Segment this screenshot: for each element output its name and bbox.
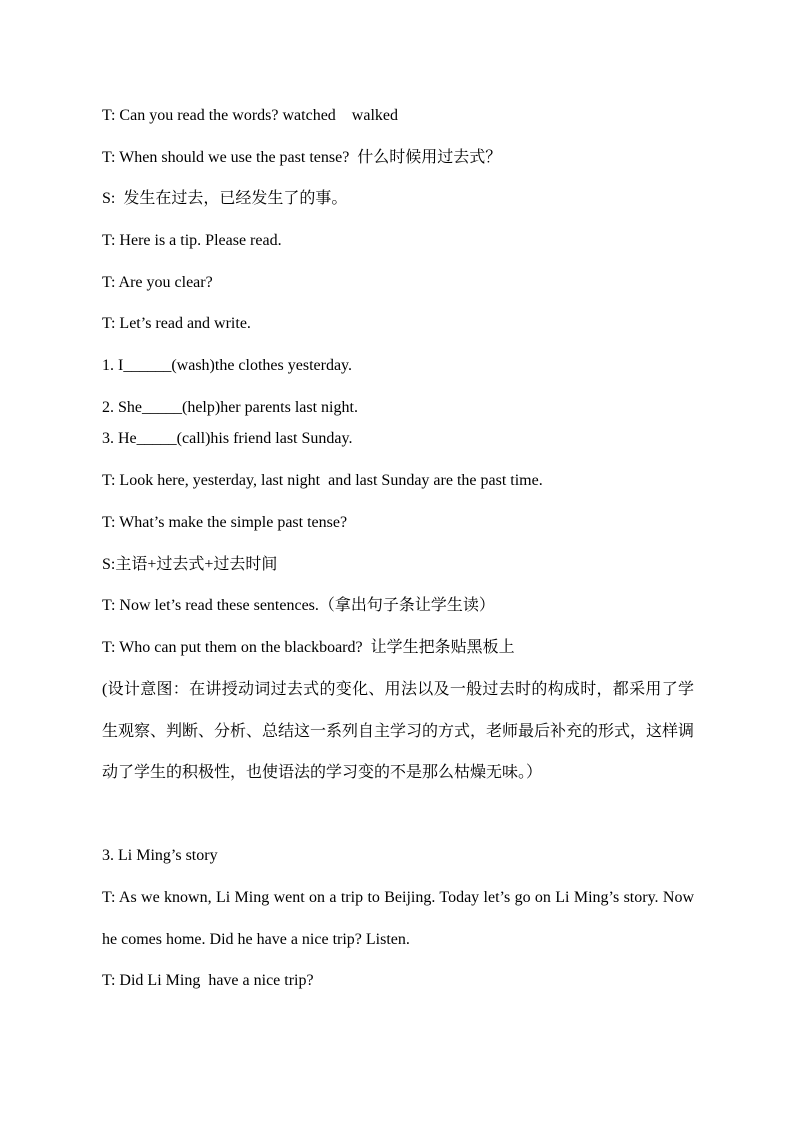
dialogue-line: T: What’s make the simple past tense? bbox=[102, 514, 348, 531]
dialogue-line: T: Who can put them on the blackboard? 让学生把条贴黑板上 bbox=[102, 639, 515, 656]
dialogue-line: S:主语+过去式+过去时间 bbox=[102, 556, 278, 573]
section-title: 3. Li Ming’s story bbox=[102, 847, 218, 864]
dialogue-line: T: Let’s read and write. bbox=[102, 315, 251, 332]
dialogue-line: T: Are you clear? bbox=[102, 274, 213, 291]
dialogue-line: T: Here is a tip. Please read. bbox=[102, 232, 282, 249]
dialogue-line: S: 发生在过去，已经发生了的事。 bbox=[102, 190, 348, 207]
dialogue-line: T: Can you read the words? watched walked bbox=[102, 107, 398, 124]
dialogue-line: T: Look here, yesterday, last night and last Sunday are the past time. bbox=[102, 472, 543, 489]
exercise-line: 1. I______(wash)the clothes yesterday. bbox=[102, 357, 352, 374]
dialogue-line: T: When should we use the past tense? 什么时候用过去式？ bbox=[102, 149, 502, 166]
dialogue-line: T: Did Li Ming have a nice trip? bbox=[102, 972, 314, 989]
design-note-paragraph: (设计意图：在讲授动词过去式的变化、用法以及一般过去时的构成时，都采用了学生观察、判断、分析、总结这一系列自主学习的方式，老师最后补充的形式，这样调动了学生的积极性，也使语法的学习变的不是那么枯燥无味。） bbox=[102, 681, 695, 781]
exercise-line: 3. He_____(call)his friend last Sunday. bbox=[102, 430, 353, 447]
story-paragraph: T: As we known, Li Ming went on a trip to Beijing. Today let’s go on Li Ming’s story. Now he comes home. Did he have a nice trip? Listen. bbox=[102, 889, 694, 948]
dialogue-line: T: Now let’s read these sentences.（拿出句子条让学生读） bbox=[102, 597, 495, 614]
exercise-line: 2. She_____(help)her parents last night. bbox=[102, 399, 358, 416]
